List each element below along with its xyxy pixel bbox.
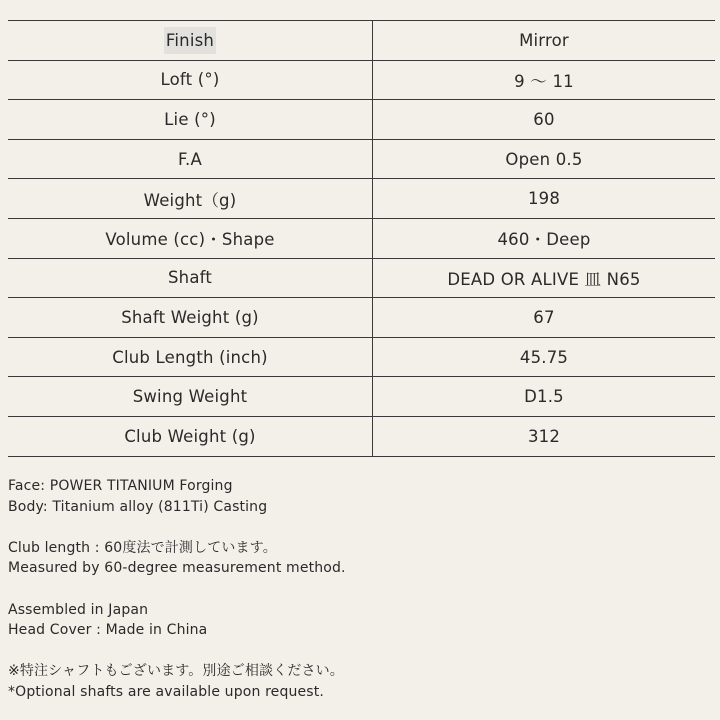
- spec-value-finish: Mirror: [373, 21, 716, 61]
- table-row: [8, 179, 715, 219]
- spec-value-shaft-weight: 67: [373, 298, 716, 338]
- spec-label-club-weight: Club Weight (g): [8, 416, 373, 456]
- spec-table: [8, 20, 715, 457]
- spec-label-fa: F.A: [8, 139, 373, 179]
- note-spacer: [8, 641, 712, 662]
- spec-label-finish: [8, 21, 373, 61]
- spec-notes: [8, 476, 712, 703]
- note-club-length-jp: Club length : 60度法で計測しています。: [8, 539, 277, 556]
- note-assembled: Assembled in Japan: [8, 601, 149, 618]
- spec-label-loft: Loft (°): [8, 60, 373, 100]
- spec-value-weight: 198: [373, 179, 716, 219]
- spec-value-volume-shape: 460・Deep: [373, 218, 716, 258]
- table-row: [8, 377, 715, 417]
- spec-label-swing-weight: Swing Weight: [8, 377, 373, 417]
- note-body: Body: Titanium alloy (811Ti) Casting: [8, 498, 268, 515]
- spec-value-club-length: 45.75: [373, 337, 716, 377]
- note-face: Face: POWER TITANIUM Forging: [8, 478, 233, 494]
- spec-label-lie: Lie (°): [8, 100, 373, 140]
- note-spacer: [8, 517, 712, 538]
- table-row: [8, 139, 715, 179]
- spec-value-fa: Open 0.5: [373, 139, 716, 179]
- table-row: [8, 100, 715, 140]
- table-row: [8, 21, 715, 61]
- spec-label-club-length: Club Length (inch): [8, 337, 373, 377]
- table-row: [8, 258, 715, 298]
- table-row: [8, 218, 715, 258]
- spec-value-swing-weight: D1.5: [373, 377, 716, 417]
- spec-value-loft: 9 〜 11: [373, 60, 716, 100]
- table-row: [8, 416, 715, 456]
- spec-value-club-weight: 312: [373, 416, 716, 456]
- spec-value-lie: 60: [373, 100, 716, 140]
- spec-label-text: Finish: [164, 27, 216, 54]
- table-row: [8, 298, 715, 338]
- note-optional-en: *Optional shafts are available upon request.: [8, 683, 324, 700]
- note-club-length-en: Measured by 60-degree measurement method.: [8, 560, 346, 577]
- table-row: [8, 60, 715, 100]
- spec-label-shaft-weight: Shaft Weight (g): [8, 298, 373, 338]
- note-spacer: [8, 579, 712, 600]
- spec-label-volume-shape: Volume (cc)・Shape: [8, 218, 373, 258]
- note-optional-jp: ※特注シャフトもございます。別途ご相談ください。: [8, 663, 344, 680]
- spec-label-weight: Weight（g): [8, 179, 373, 219]
- table-row: [8, 337, 715, 377]
- note-head-cover: Head Cover : Made in China: [8, 622, 208, 639]
- spec-label-shaft: Shaft: [8, 258, 373, 298]
- spec-value-shaft: DEAD OR ALIVE 皿 N65: [373, 258, 716, 298]
